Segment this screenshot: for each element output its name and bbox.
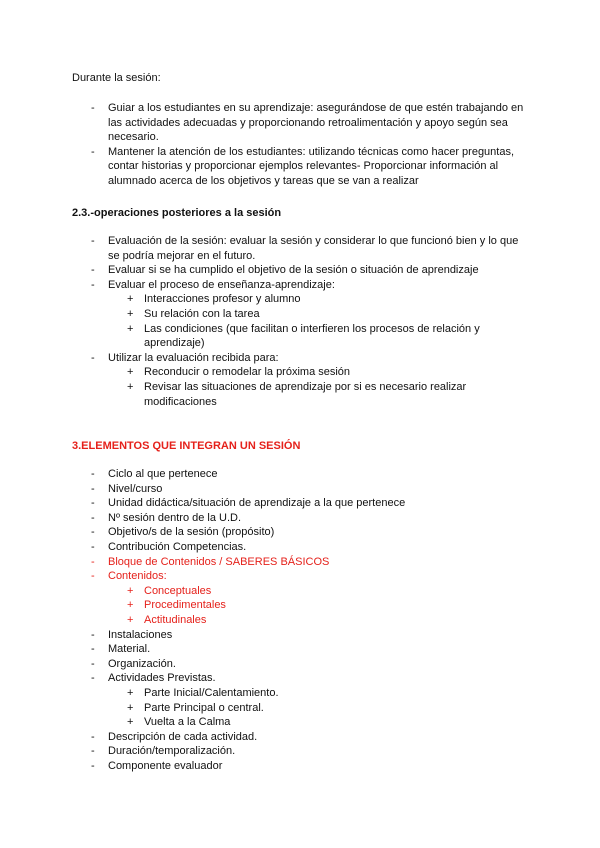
element-list-item: Componente evaluador	[108, 760, 223, 772]
dash-marker: -	[91, 570, 95, 583]
element-list-item: Vuelta a la Calma	[144, 716, 231, 729]
during-item-line: Guiar a los estudiantes en su aprendizaje: asegurándose de que estén trabajando en	[108, 102, 524, 114]
dash-marker: -	[91, 482, 95, 495]
plus-marker: +	[127, 381, 134, 393]
dash-marker: -	[91, 278, 95, 291]
element-list-item: Contribución Competencias.	[108, 541, 247, 553]
list-item-line: Evaluar el proceso de enseñanza-aprendizaje:	[108, 278, 335, 291]
dash-marker: -	[91, 672, 95, 685]
dash-marker: -	[91, 526, 95, 539]
dash-marker: -	[91, 145, 95, 158]
element-list-item: Objetivo/s de la sesión (propósito)	[108, 526, 275, 539]
element-list-item: Actividades Previstas.	[108, 672, 216, 685]
element-list-item: Duración/temporalización.	[108, 745, 236, 758]
list-item-line: Utilizar la evaluación recibida para:	[108, 351, 279, 364]
element-list-item: Conceptuales	[144, 584, 212, 597]
plus-marker: +	[127, 293, 134, 306]
dash-marker: -	[91, 643, 95, 656]
dash-marker: -	[91, 264, 95, 277]
dash-marker: -	[91, 102, 95, 114]
dash-marker: -	[91, 745, 95, 758]
list-item-line: se podría mejorar en el futuro.	[108, 249, 256, 262]
element-list-item: Parte Principal o central.	[144, 701, 264, 714]
dash-marker: -	[91, 541, 95, 553]
element-list-item: Contenidos:	[108, 570, 167, 583]
plus-marker: +	[127, 687, 134, 699]
section-2-3-heading: 2.3.-operaciones posteriores a la sesión	[72, 207, 282, 219]
plus-marker: +	[127, 308, 134, 320]
plus-marker: +	[127, 366, 134, 379]
during-item-line: alumnado acerca de los objetivos y tareas que se van a realizar	[108, 175, 419, 187]
element-list-item: Organización.	[108, 657, 176, 670]
list-item-line: Evaluar si se ha cumplido el objetivo de la sesión o situación de aprendizaje	[108, 264, 479, 277]
during-item-line: las actividades adecuadas y proporcionando retroalimentación y apoyo según sea	[108, 116, 508, 129]
sub-item-line: Su relación con la tarea	[144, 308, 260, 320]
dash-marker: -	[91, 628, 95, 641]
intro-text: Durante la sesión:	[72, 72, 161, 84]
plus-marker: +	[127, 599, 134, 612]
element-list-item: Unidad didáctica/situación de aprendizaje a la que pertenece	[108, 497, 406, 510]
element-list-item: Nivel/curso	[108, 482, 163, 495]
during-item-line: necesario.	[108, 131, 159, 144]
element-list-item: Descripción de cada actividad.	[108, 730, 258, 743]
dash-marker: -	[91, 730, 95, 743]
sub-item-line: Revisar las situaciones de aprendizaje por si es necesario realizar	[144, 381, 467, 393]
sub-item-line: Reconducir o remodelar la próxima sesión	[144, 366, 351, 379]
plus-marker: +	[127, 584, 134, 597]
sub-item-line: Interacciones profesor y alumno	[144, 293, 301, 306]
dash-marker: -	[91, 497, 95, 510]
dash-marker: -	[91, 657, 95, 670]
element-list-item: Bloque de Contenidos / SABERES BÁSICOS	[108, 555, 330, 568]
sub-item-line: aprendizaje)	[144, 337, 205, 350]
element-list-item: Procedimentales	[144, 599, 226, 612]
during-item-line: contar historias y proporcionar ejemplos relevantes- Proporcionar información al	[108, 160, 499, 173]
element-list-item: Instalaciones	[108, 628, 173, 641]
dash-marker: -	[91, 760, 95, 772]
element-list-item: Material.	[108, 643, 151, 656]
element-list-item: Nº sesión dentro de la U.D.	[108, 511, 242, 524]
during-item-line: Mantener la atención de los estudiantes: utilizando técnicas como hacer preguntas,	[108, 145, 515, 158]
dash-marker: -	[91, 351, 95, 364]
element-list-item: Actitudinales	[144, 614, 207, 626]
plus-marker: +	[127, 716, 134, 729]
element-list-item: Parte Inicial/Calentamiento.	[144, 687, 279, 699]
dash-marker: -	[91, 555, 95, 568]
sub-item-line: modificaciones	[144, 395, 217, 408]
plus-marker: +	[127, 701, 134, 714]
dash-marker: -	[91, 235, 95, 247]
dash-marker: -	[91, 511, 95, 524]
list-item-line: Evaluación de la sesión: evaluar la sesión y considerar lo que funcionó bien y lo que	[108, 235, 519, 247]
sub-item-line: Las condiciones (que facilitan o interfieren los procesos de relación y	[144, 322, 480, 335]
element-list-item: Ciclo al que pertenece	[108, 468, 218, 480]
dash-marker: -	[91, 468, 95, 480]
plus-marker: +	[127, 614, 134, 626]
section-3-heading: 3.ELEMENTOS QUE INTEGRAN UN SESIÓN	[72, 440, 301, 452]
plus-marker: +	[127, 322, 134, 335]
